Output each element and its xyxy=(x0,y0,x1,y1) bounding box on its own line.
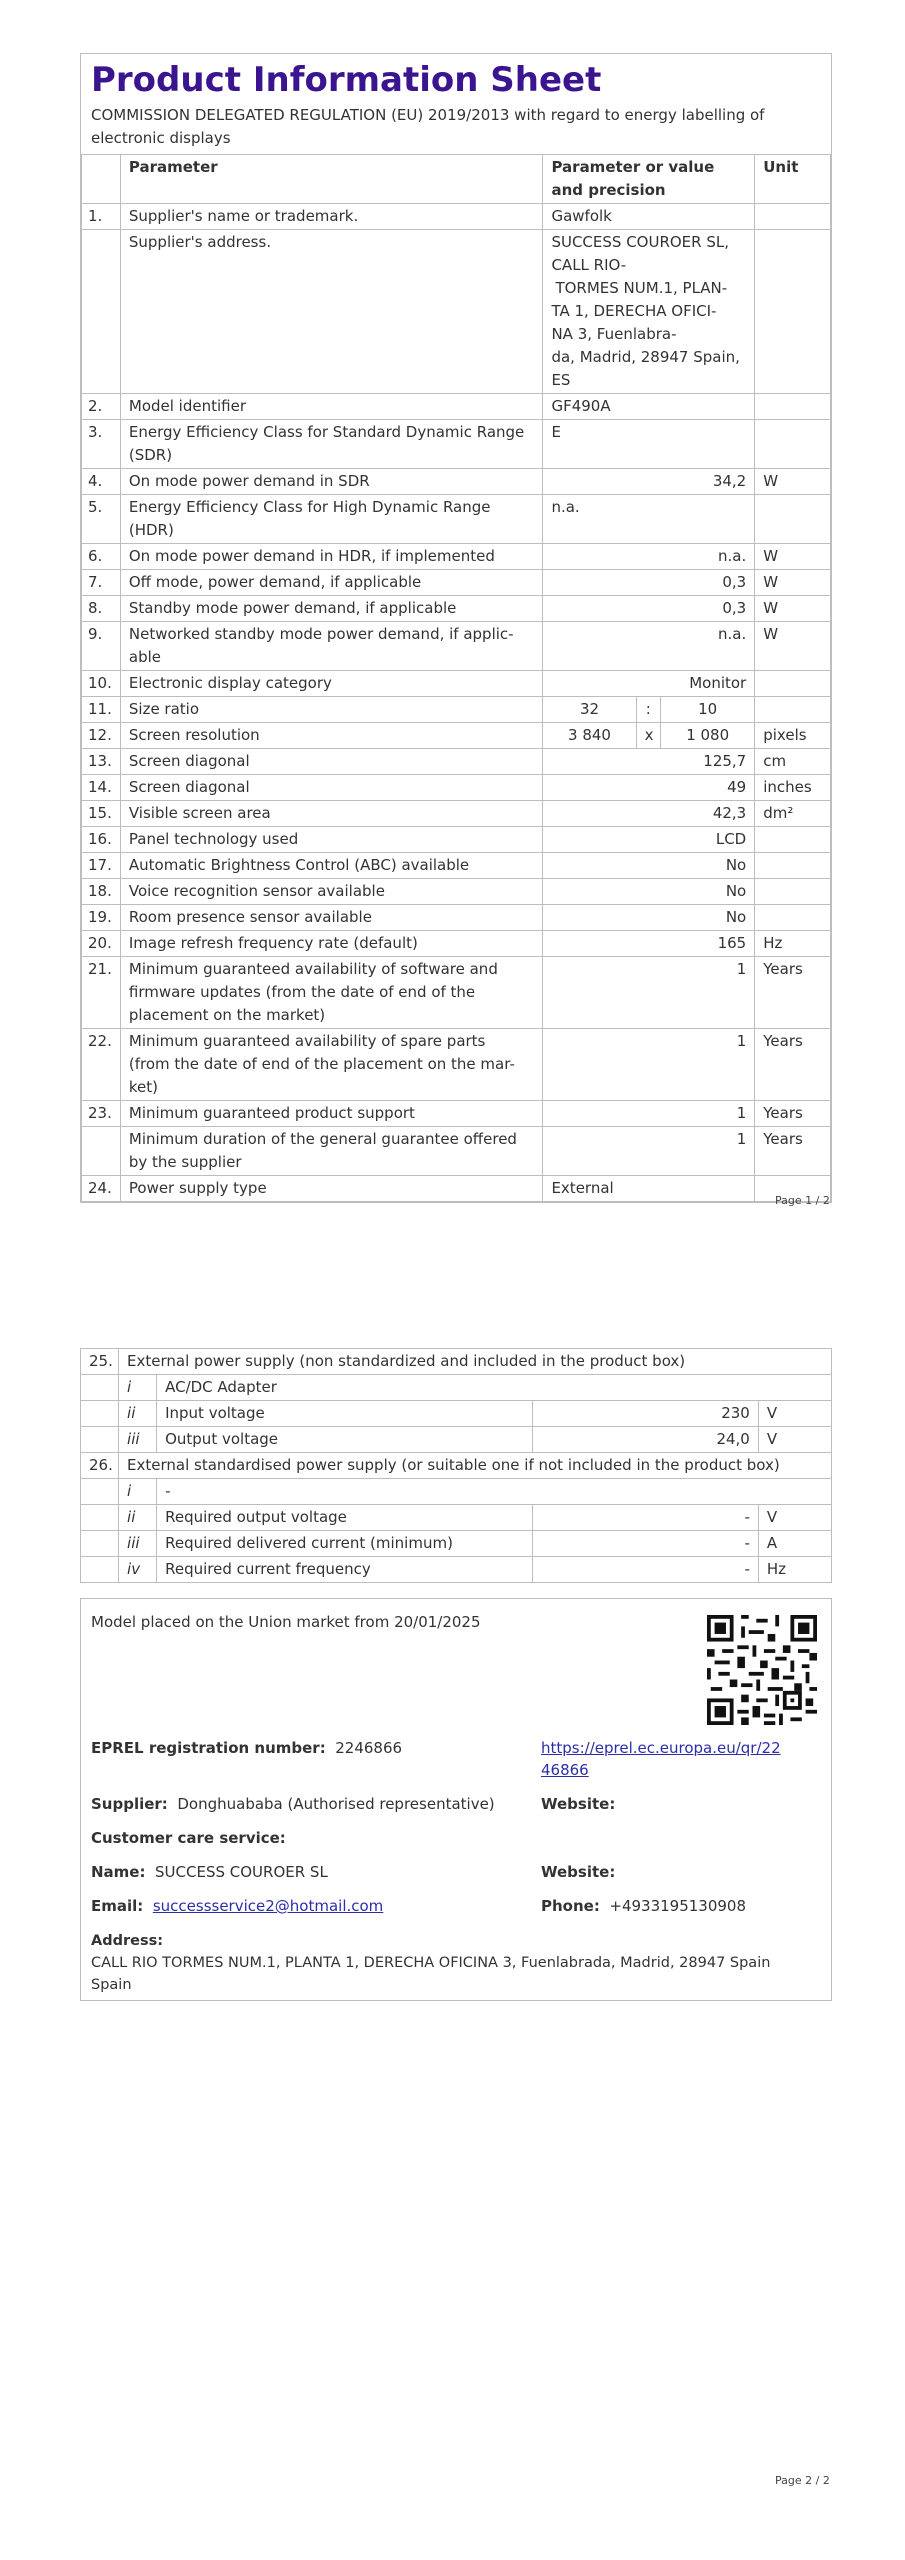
row-value: 1 xyxy=(543,957,755,1029)
row-value: 42,3 xyxy=(543,801,755,827)
table-row xyxy=(82,801,831,827)
table-row xyxy=(82,775,831,801)
eprel-link-line[interactable]: https://eprel.ec.europa.eu/qr/22 xyxy=(541,1739,781,1757)
row-index: 19. xyxy=(82,905,121,931)
care-website xyxy=(541,1861,615,1883)
power-supply-table xyxy=(80,1348,832,1583)
row-unit: pixels xyxy=(755,723,831,749)
row-unit xyxy=(755,420,831,469)
row-unit: V xyxy=(758,1427,831,1453)
address-label: Address: xyxy=(91,1933,164,1949)
row-unit: dm² xyxy=(755,801,831,827)
row-unit: W xyxy=(755,596,831,622)
market-placement-date: Model placed on the Union market from 20/01/2025 xyxy=(91,1613,481,1631)
row-value: n.a. xyxy=(543,622,755,671)
row-unit xyxy=(755,671,831,697)
row-value-b: 1 080 xyxy=(661,723,755,749)
row-parameter: On mode power demand in HDR, if implemented xyxy=(120,544,543,570)
row-index xyxy=(82,1127,121,1176)
row-parameter: Power supply type xyxy=(120,1176,543,1202)
row-value: No xyxy=(543,905,755,931)
row-value-b: 10 xyxy=(661,697,755,723)
row-index xyxy=(81,1401,119,1427)
table-row xyxy=(82,544,831,570)
product-information-sheet xyxy=(80,53,832,1203)
row-index xyxy=(81,1557,119,1583)
sheet-title: Product Information Sheet xyxy=(91,60,602,100)
header-value: Parameter or value and precision xyxy=(543,155,755,204)
row-value-a: 32 xyxy=(543,697,636,723)
row-index: 7. xyxy=(82,570,121,596)
param-line: ket) xyxy=(128,1078,158,1096)
row-index: 15. xyxy=(82,801,121,827)
table-row xyxy=(82,1127,831,1176)
row-value: LCD xyxy=(543,827,755,853)
row-parameter: On mode power demand in SDR xyxy=(120,469,543,495)
care-email xyxy=(91,1895,383,1917)
param-line: by the supplier xyxy=(128,1153,242,1171)
website-label: Website: xyxy=(541,1795,616,1813)
row-parameter: Standby mode power demand, if applicable xyxy=(120,596,543,622)
row-value: 49 xyxy=(543,775,755,801)
table-row xyxy=(82,905,831,931)
address-line: CALL RIO- xyxy=(551,256,627,274)
row-value xyxy=(543,230,755,394)
row-parameter: Output voltage xyxy=(157,1427,532,1453)
row-index: 21. xyxy=(82,957,121,1029)
row-subindex: i xyxy=(119,1375,157,1401)
address-line: NA 3, Fuenlabra- xyxy=(551,325,677,343)
row-subindex: i xyxy=(119,1479,157,1505)
table-row xyxy=(81,1479,832,1505)
row-value: 0,3 xyxy=(543,570,755,596)
row-parameter: Minimum guaranteed product support xyxy=(120,1101,543,1127)
supplier xyxy=(91,1793,495,1815)
row-index: 22. xyxy=(82,1029,121,1101)
param-line: Networked standby mode power demand, if applic- xyxy=(128,625,514,643)
table-row xyxy=(82,1176,831,1202)
table-row xyxy=(81,1557,832,1583)
row-index: 13. xyxy=(82,749,121,775)
table-row xyxy=(81,1453,832,1479)
eprel-link-line[interactable]: 46866 xyxy=(541,1761,589,1779)
row-index: 17. xyxy=(82,853,121,879)
row-index: 1. xyxy=(82,204,121,230)
sheet-subtitle: COMMISSION DELEGATED REGULATION (EU) 2019/2013 with regard to energy labelling of electronic displays xyxy=(91,106,765,147)
table-row xyxy=(82,697,831,723)
table-row xyxy=(82,596,831,622)
row-unit xyxy=(755,905,831,931)
row-parameter: Supplier's address. xyxy=(120,230,543,394)
row-index: 5. xyxy=(82,495,121,544)
qr-code-icon[interactable] xyxy=(707,1615,817,1725)
phone-label: Phone: xyxy=(541,1897,600,1915)
row-unit: V xyxy=(758,1505,831,1531)
eprel-number: 2246866 xyxy=(335,1739,403,1757)
address-line: CALL RIO TORMES NUM.1, PLANTA 1, DERECHA OFICINA 3, Fuenlabrada, Madrid, 28947 Spain xyxy=(91,1955,771,1971)
row-parameter: Electronic display category xyxy=(120,671,543,697)
row-index xyxy=(82,230,121,394)
row-index xyxy=(81,1427,119,1453)
row-unit: A xyxy=(758,1531,831,1557)
row-parameter: Screen diagonal xyxy=(120,775,543,801)
param-line: Minimum guaranteed availability of spare parts xyxy=(128,1032,486,1050)
row-unit: W xyxy=(755,469,831,495)
row-parameter: - xyxy=(157,1479,832,1505)
row-unit: Hz xyxy=(758,1557,831,1583)
row-unit xyxy=(755,827,831,853)
row-index xyxy=(81,1479,119,1505)
table-row xyxy=(82,1029,831,1101)
row-value: 165 xyxy=(543,931,755,957)
row-unit xyxy=(755,394,831,420)
table-row xyxy=(82,879,831,905)
row-value: - xyxy=(532,1531,758,1557)
table-row xyxy=(82,671,831,697)
email-label: Email: xyxy=(91,1897,144,1915)
table-header xyxy=(82,155,831,204)
row-value: 230 xyxy=(532,1401,758,1427)
row-subindex: ii xyxy=(119,1401,157,1427)
row-index: 20. xyxy=(82,931,121,957)
name-label: Name: xyxy=(91,1863,146,1881)
table-row xyxy=(82,1101,831,1127)
website-label: Website: xyxy=(541,1863,616,1881)
row-value: GF490A xyxy=(543,394,755,420)
row-parameter: Automatic Brightness Control (ABC) available xyxy=(120,853,543,879)
param-line: Minimum guaranteed availability of software and xyxy=(128,960,498,978)
row-parameter: AC/DC Adapter xyxy=(157,1375,832,1401)
param-line: firmware updates (from the date of end of the xyxy=(128,983,476,1001)
supplier-info-box xyxy=(80,1598,832,2001)
row-parameter xyxy=(120,622,543,671)
row-unit: W xyxy=(755,544,831,570)
table-row xyxy=(81,1401,832,1427)
param-line: (HDR) xyxy=(128,521,174,539)
row-unit: Years xyxy=(755,1029,831,1101)
row-parameter: Room presence sensor available xyxy=(120,905,543,931)
row-value: No xyxy=(543,853,755,879)
row-parameter: Required delivered current (minimum) xyxy=(157,1531,532,1557)
row-value: External xyxy=(543,1176,755,1202)
eprel-label: EPREL registration number: xyxy=(91,1739,326,1757)
row-index: 14. xyxy=(82,775,121,801)
row-parameter: Screen resolution xyxy=(120,723,543,749)
address-line: Spain xyxy=(91,1977,132,1993)
row-unit: inches xyxy=(755,775,831,801)
row-value: Monitor xyxy=(543,671,755,697)
care-address xyxy=(91,1930,823,1996)
table-row xyxy=(82,931,831,957)
row-value: 1 xyxy=(543,1029,755,1101)
supplier-label: Supplier: xyxy=(91,1795,168,1813)
table-row xyxy=(82,749,831,775)
row-index: 23. xyxy=(82,1101,121,1127)
address-line: SUCCESS COUROER SL, xyxy=(551,233,729,251)
table-row xyxy=(82,570,831,596)
name-value: SUCCESS COUROER SL xyxy=(155,1863,328,1881)
row-index: 26. xyxy=(81,1453,119,1479)
row-unit xyxy=(755,204,831,230)
row-value-separator: : xyxy=(636,697,661,723)
row-parameter xyxy=(120,420,543,469)
eprel-registration xyxy=(91,1737,402,1759)
table-row xyxy=(82,723,831,749)
table-row xyxy=(81,1531,832,1557)
row-value: 24,0 xyxy=(532,1427,758,1453)
table-row xyxy=(82,230,831,394)
table-row xyxy=(82,853,831,879)
row-parameter: Visible screen area xyxy=(120,801,543,827)
row-parameter: External power supply (non standardized and included in the product box) xyxy=(119,1349,832,1375)
row-parameter: Model identifier xyxy=(120,394,543,420)
row-index: 4. xyxy=(82,469,121,495)
row-value: Gawfolk xyxy=(543,204,755,230)
row-index: 24. xyxy=(82,1176,121,1202)
row-index: 9. xyxy=(82,622,121,671)
row-parameter: Screen diagonal xyxy=(120,749,543,775)
table-row xyxy=(82,420,831,469)
row-index: 25. xyxy=(81,1349,119,1375)
table-row xyxy=(81,1427,832,1453)
table-row xyxy=(81,1375,832,1401)
row-value: - xyxy=(532,1505,758,1531)
row-unit: V xyxy=(758,1401,831,1427)
supplier-value: Donghuababa (Authorised representative) xyxy=(177,1795,495,1813)
row-value: n.a. xyxy=(543,495,755,544)
param-line: Energy Efficiency Class for High Dynamic Range xyxy=(128,498,491,516)
row-parameter: Voice recognition sensor available xyxy=(120,879,543,905)
care-phone xyxy=(541,1895,746,1917)
row-index xyxy=(81,1375,119,1401)
row-index: 16. xyxy=(82,827,121,853)
row-parameter xyxy=(120,495,543,544)
row-value: 1 xyxy=(543,1101,755,1127)
row-index xyxy=(81,1531,119,1557)
header-unit: Unit xyxy=(755,155,831,204)
care-name xyxy=(91,1861,328,1883)
table-row xyxy=(82,495,831,544)
address-line: TA 1, DERECHA OFICI- xyxy=(551,302,717,320)
phone-value: +4933195130908 xyxy=(609,1897,747,1915)
param-line: Minimum duration of the general guarantee offered xyxy=(128,1130,517,1148)
row-subindex: iii xyxy=(119,1531,157,1557)
address-line: TORMES NUM.1, PLAN- xyxy=(555,279,728,297)
row-value: 34,2 xyxy=(543,469,755,495)
param-line: (from the date of end of the placement on the mar- xyxy=(128,1055,515,1073)
table-row xyxy=(82,827,831,853)
row-subindex: iv xyxy=(119,1557,157,1583)
row-value: No xyxy=(543,879,755,905)
row-index: 6. xyxy=(82,544,121,570)
row-value: - xyxy=(532,1557,758,1583)
header-parameter: Parameter xyxy=(120,155,543,204)
parameters-table xyxy=(81,154,831,1202)
row-index: 2. xyxy=(82,394,121,420)
row-unit: cm xyxy=(755,749,831,775)
email-link[interactable]: successservice2@hotmail.com xyxy=(152,1897,384,1915)
page-number: Page 1 / 2 xyxy=(775,1194,830,1207)
row-index xyxy=(81,1505,119,1531)
eprel-link[interactable] xyxy=(541,1737,781,1781)
row-value-a: 3 840 xyxy=(543,723,636,749)
table-row xyxy=(82,957,831,1029)
row-parameter: Required current frequency xyxy=(157,1557,532,1583)
page-number: Page 2 / 2 xyxy=(775,2474,830,2487)
table-row xyxy=(82,394,831,420)
param-line: (SDR) xyxy=(128,446,173,464)
row-parameter: Image refresh frequency rate (default) xyxy=(120,931,543,957)
row-index: 12. xyxy=(82,723,121,749)
row-parameter: Size ratio xyxy=(120,697,543,723)
row-value: E xyxy=(543,420,755,469)
row-unit xyxy=(755,495,831,544)
row-subindex: iii xyxy=(119,1427,157,1453)
table-row xyxy=(82,469,831,495)
table-row xyxy=(81,1505,832,1531)
row-parameter: Input voltage xyxy=(157,1401,532,1427)
customer-care xyxy=(91,1827,286,1849)
row-subindex: ii xyxy=(119,1505,157,1531)
param-line: placement on the market) xyxy=(128,1006,326,1024)
row-unit xyxy=(755,879,831,905)
row-unit: W xyxy=(755,570,831,596)
row-index: 8. xyxy=(82,596,121,622)
row-parameter: Supplier's name or trademark. xyxy=(120,204,543,230)
row-unit xyxy=(755,697,831,723)
row-index: 18. xyxy=(82,879,121,905)
row-index: 10. xyxy=(82,671,121,697)
header-index xyxy=(82,155,121,204)
row-parameter xyxy=(120,957,543,1029)
row-parameter xyxy=(120,1029,543,1101)
row-value: n.a. xyxy=(543,544,755,570)
address-line: da, Madrid, 28947 Spain, xyxy=(551,348,740,366)
row-parameter xyxy=(120,1127,543,1176)
table-row xyxy=(82,204,831,230)
address-line: ES xyxy=(551,371,571,389)
table-row xyxy=(81,1349,832,1375)
row-unit: Years xyxy=(755,1127,831,1176)
param-line: Energy Efficiency Class for Standard Dynamic Range xyxy=(128,423,525,441)
row-index: 11. xyxy=(82,697,121,723)
row-value-separator: x xyxy=(636,723,661,749)
row-value: 125,7 xyxy=(543,749,755,775)
row-unit: Years xyxy=(755,957,831,1029)
customer-care-label: Customer care service: xyxy=(91,1829,286,1847)
row-value: 1 xyxy=(543,1127,755,1176)
row-parameter: Off mode, power demand, if applicable xyxy=(120,570,543,596)
row-unit: Hz xyxy=(755,931,831,957)
row-unit xyxy=(755,853,831,879)
row-parameter: External standardised power supply (or suitable one if not included in the product box) xyxy=(119,1453,832,1479)
row-parameter: Required output voltage xyxy=(157,1505,532,1531)
power-supply-section xyxy=(80,1348,832,1583)
table-row xyxy=(82,622,831,671)
row-index: 3. xyxy=(82,420,121,469)
row-unit: Years xyxy=(755,1101,831,1127)
supplier-website xyxy=(541,1793,615,1815)
row-value: 0,3 xyxy=(543,596,755,622)
row-parameter: Panel technology used xyxy=(120,827,543,853)
param-line: able xyxy=(128,648,161,666)
row-unit: W xyxy=(755,622,831,671)
row-unit xyxy=(755,230,831,394)
